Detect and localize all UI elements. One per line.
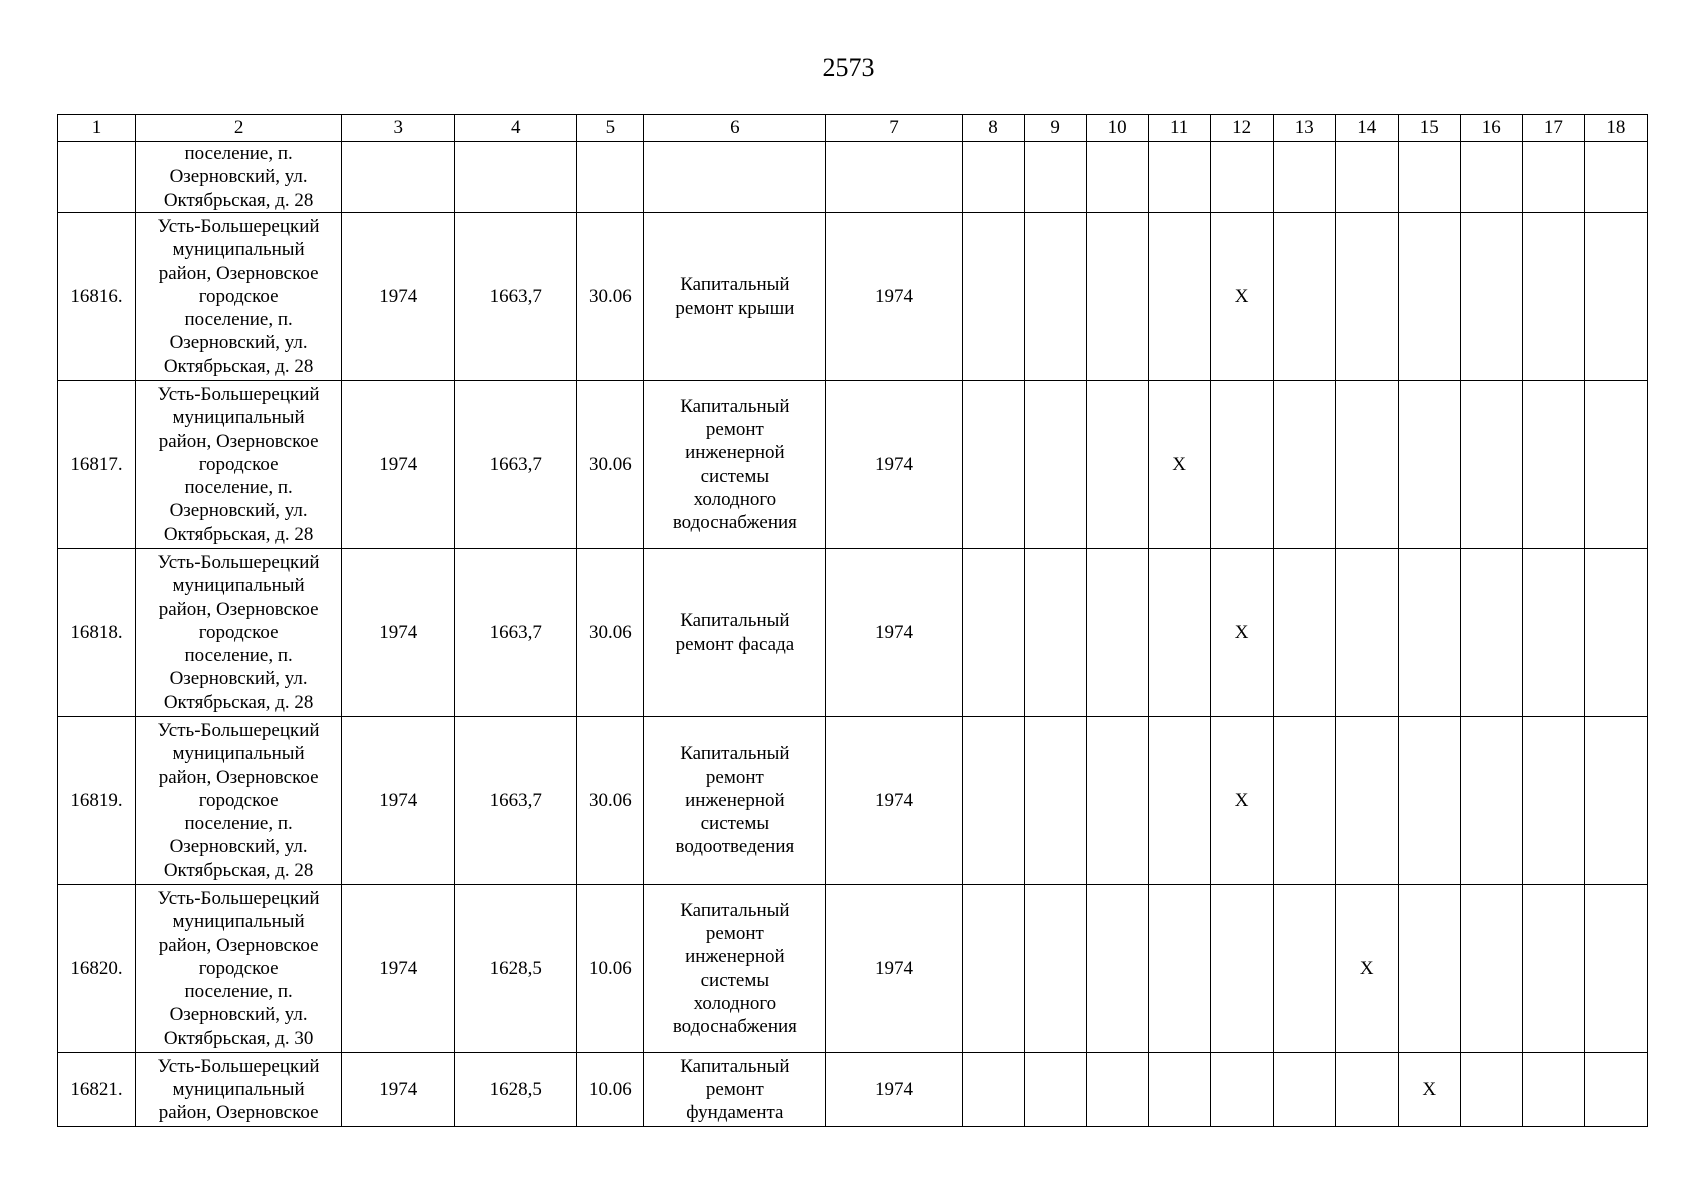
address-cell: Усть-Большерецкий муниципальный район, Озерновское городское поселение, п. Озерновский, ул. Октябрьская, д. 30 — [136, 885, 342, 1053]
table-row — [58, 381, 1648, 549]
year-last-repair-cell: 1974 — [826, 1053, 962, 1127]
area-cell: 1663,7 — [455, 213, 577, 381]
deadline-cell: 30.06 — [577, 717, 644, 885]
period-mark-cell: X — [1210, 717, 1273, 885]
work-type-cell: Капитальный ремонт инженерной системы холодного водоснабжения — [644, 381, 826, 549]
period-mark-cell — [1584, 142, 1647, 213]
year-built-cell: 1974 — [342, 717, 455, 885]
period-mark-cell — [1086, 885, 1148, 1053]
period-mark-cell — [1273, 885, 1335, 1053]
period-mark-cell — [1335, 142, 1398, 213]
period-mark-cell — [1148, 213, 1210, 381]
area-cell: 1628,5 — [455, 1053, 577, 1127]
period-mark-cell — [1273, 142, 1335, 213]
period-mark-cell — [1148, 717, 1210, 885]
period-mark-cell — [1086, 549, 1148, 717]
period-mark-cell — [1024, 213, 1086, 381]
period-mark-cell — [962, 142, 1024, 213]
row-number-cell: 16821. — [58, 1053, 136, 1127]
period-mark-cell — [1584, 549, 1647, 717]
period-mark-cell — [1522, 717, 1584, 885]
period-mark-cell — [1273, 1053, 1335, 1127]
deadline-cell: 10.06 — [577, 885, 644, 1053]
year-last-repair-cell: 1974 — [826, 717, 962, 885]
row-number-cell: 16816. — [58, 213, 136, 381]
period-mark-cell — [1086, 1053, 1148, 1127]
table-row — [58, 213, 1648, 381]
period-mark-cell — [1148, 1053, 1210, 1127]
address-cell: Усть-Большерецкий муниципальный район, Озерновское городское поселение, п. Озерновский, ул. Октябрьская, д. 28 — [136, 381, 342, 549]
repair-schedule-table — [57, 114, 1648, 1127]
column-header: 10 — [1086, 115, 1148, 142]
year-last-repair-cell: 1974 — [826, 549, 962, 717]
period-mark-cell — [1584, 1053, 1647, 1127]
period-mark-cell — [1460, 717, 1522, 885]
column-header: 8 — [962, 115, 1024, 142]
period-mark-cell — [1148, 142, 1210, 213]
period-mark-cell — [1398, 142, 1460, 213]
period-mark-cell — [1086, 213, 1148, 381]
period-mark-cell — [1398, 381, 1460, 549]
column-header: 6 — [644, 115, 826, 142]
period-mark-cell — [1460, 213, 1522, 381]
period-mark-cell — [962, 717, 1024, 885]
area-cell: 1663,7 — [455, 381, 577, 549]
column-number-header-row — [58, 115, 1648, 142]
column-header: 5 — [577, 115, 644, 142]
period-mark-cell — [1398, 717, 1460, 885]
deadline-cell: 10.06 — [577, 1053, 644, 1127]
period-mark-cell: X — [1335, 885, 1398, 1053]
year-last-repair-cell — [826, 142, 962, 213]
period-mark-cell — [1335, 717, 1398, 885]
table-row — [58, 885, 1648, 1053]
period-mark-cell — [1460, 549, 1522, 717]
period-mark-cell — [1522, 142, 1584, 213]
period-mark-cell — [1086, 381, 1148, 549]
column-header: 11 — [1148, 115, 1210, 142]
period-mark-cell — [1210, 885, 1273, 1053]
area-cell: 1663,7 — [455, 549, 577, 717]
work-type-cell: Капитальный ремонт инженерной системы водоотведения — [644, 717, 826, 885]
work-type-cell: Капитальный ремонт фундамента — [644, 1053, 826, 1127]
row-number-cell — [58, 142, 136, 213]
period-mark-cell — [1086, 717, 1148, 885]
column-header: 15 — [1398, 115, 1460, 142]
period-mark-cell — [962, 885, 1024, 1053]
table-row — [58, 717, 1648, 885]
area-cell: 1628,5 — [455, 885, 577, 1053]
period-mark-cell: X — [1210, 213, 1273, 381]
period-mark-cell — [962, 381, 1024, 549]
period-mark-cell — [1024, 381, 1086, 549]
period-mark-cell — [1398, 549, 1460, 717]
area-cell — [455, 142, 577, 213]
period-mark-cell: X — [1210, 549, 1273, 717]
period-mark-cell — [1460, 381, 1522, 549]
work-type-cell: Капитальный ремонт фасада — [644, 549, 826, 717]
period-mark-cell — [1584, 213, 1647, 381]
period-mark-cell — [1460, 885, 1522, 1053]
period-mark-cell — [1024, 1053, 1086, 1127]
area-cell: 1663,7 — [455, 717, 577, 885]
period-mark-cell — [1522, 381, 1584, 549]
period-mark-cell — [1522, 1053, 1584, 1127]
column-header: 14 — [1335, 115, 1398, 142]
period-mark-cell — [962, 1053, 1024, 1127]
period-mark-cell — [1584, 885, 1647, 1053]
deadline-cell — [577, 142, 644, 213]
period-mark-cell — [1024, 717, 1086, 885]
column-header: 16 — [1460, 115, 1522, 142]
table-row — [58, 142, 1648, 213]
year-built-cell: 1974 — [342, 213, 455, 381]
address-cell: поселение, п. Озерновский, ул. Октябрьская, д. 28 — [136, 142, 342, 213]
column-header: 4 — [455, 115, 577, 142]
row-number-cell: 16820. — [58, 885, 136, 1053]
column-header: 17 — [1522, 115, 1584, 142]
year-last-repair-cell: 1974 — [826, 885, 962, 1053]
period-mark-cell — [1335, 213, 1398, 381]
address-cell: Усть-Большерецкий муниципальный район, Озерновское городское поселение, п. Озерновский, ул. Октябрьская, д. 28 — [136, 213, 342, 381]
period-mark-cell — [1210, 142, 1273, 213]
period-mark-cell — [1273, 717, 1335, 885]
period-mark-cell — [1584, 717, 1647, 885]
period-mark-cell: X — [1398, 1053, 1460, 1127]
period-mark-cell — [1273, 213, 1335, 381]
work-type-cell: Капитальный ремонт инженерной системы холодного водоснабжения — [644, 885, 826, 1053]
period-mark-cell — [1335, 1053, 1398, 1127]
period-mark-cell — [962, 213, 1024, 381]
page-number: 2573 — [822, 53, 875, 82]
column-header: 13 — [1273, 115, 1335, 142]
period-mark-cell — [1273, 549, 1335, 717]
deadline-cell: 30.06 — [577, 381, 644, 549]
period-mark-cell — [1024, 885, 1086, 1053]
column-header: 9 — [1024, 115, 1086, 142]
period-mark-cell — [1024, 549, 1086, 717]
table-row — [58, 1053, 1648, 1127]
column-header: 1 — [58, 115, 136, 142]
deadline-cell: 30.06 — [577, 549, 644, 717]
period-mark-cell — [1210, 1053, 1273, 1127]
year-built-cell: 1974 — [342, 885, 455, 1053]
period-mark-cell — [1398, 213, 1460, 381]
period-mark-cell: X — [1148, 381, 1210, 549]
period-mark-cell — [1460, 1053, 1522, 1127]
row-number-cell: 16817. — [58, 381, 136, 549]
period-mark-cell — [1086, 142, 1148, 213]
column-header: 3 — [342, 115, 455, 142]
period-mark-cell — [1398, 885, 1460, 1053]
address-cell: Усть-Большерецкий муниципальный район, Озерновское городское поселение, п. Озерновский, ул. Октябрьская, д. 28 — [136, 549, 342, 717]
period-mark-cell — [1148, 885, 1210, 1053]
year-built-cell: 1974 — [342, 1053, 455, 1127]
period-mark-cell — [1024, 142, 1086, 213]
period-mark-cell — [1148, 549, 1210, 717]
work-type-cell: Капитальный ремонт крыши — [644, 213, 826, 381]
period-mark-cell — [1522, 213, 1584, 381]
deadline-cell: 30.06 — [577, 213, 644, 381]
period-mark-cell — [1210, 381, 1273, 549]
period-mark-cell — [1584, 381, 1647, 549]
period-mark-cell — [1522, 549, 1584, 717]
column-header: 7 — [826, 115, 962, 142]
row-number-cell: 16819. — [58, 717, 136, 885]
year-last-repair-cell: 1974 — [826, 213, 962, 381]
column-header: 12 — [1210, 115, 1273, 142]
period-mark-cell — [1335, 381, 1398, 549]
period-mark-cell — [1273, 381, 1335, 549]
work-type-cell — [644, 142, 826, 213]
period-mark-cell — [1460, 142, 1522, 213]
year-built-cell: 1974 — [342, 549, 455, 717]
column-header: 18 — [1584, 115, 1647, 142]
address-cell: Усть-Большерецкий муниципальный район, Озерновское — [136, 1053, 342, 1127]
table-body — [58, 115, 1648, 1127]
period-mark-cell — [962, 549, 1024, 717]
row-number-cell: 16818. — [58, 549, 136, 717]
address-cell: Усть-Большерецкий муниципальный район, Озерновское городское поселение, п. Озерновский, ул. Октябрьская, д. 28 — [136, 717, 342, 885]
year-built-cell: 1974 — [342, 381, 455, 549]
period-mark-cell — [1522, 885, 1584, 1053]
year-last-repair-cell: 1974 — [826, 381, 962, 549]
period-mark-cell — [1335, 549, 1398, 717]
column-header: 2 — [136, 115, 342, 142]
year-built-cell — [342, 142, 455, 213]
table-row — [58, 549, 1648, 717]
